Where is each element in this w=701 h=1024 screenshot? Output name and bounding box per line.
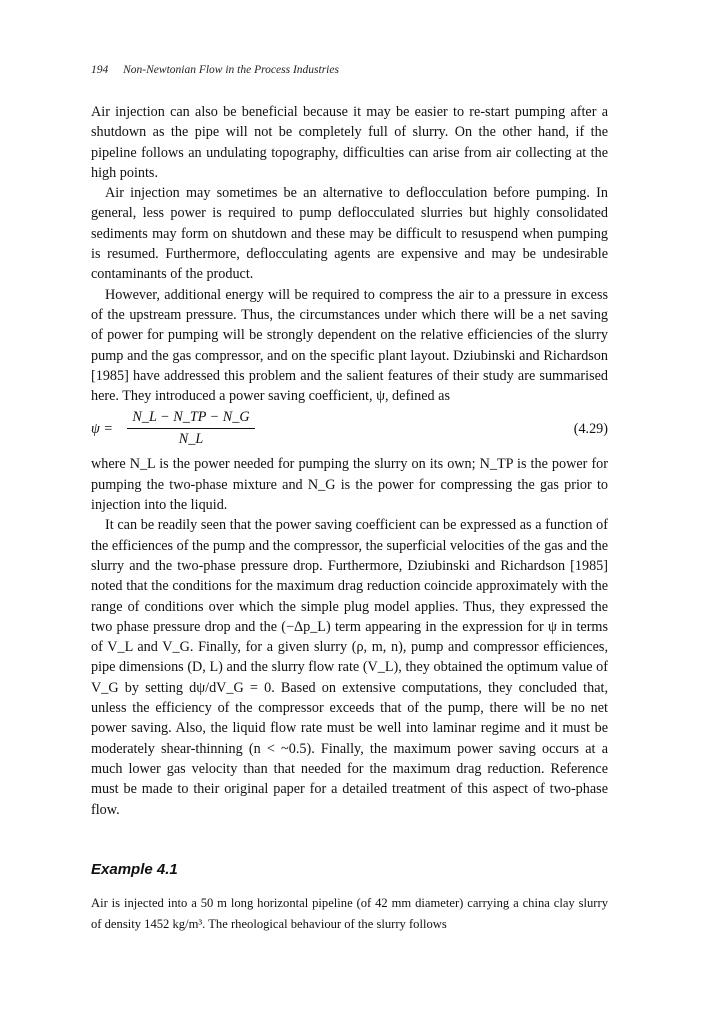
equation-lhs: ψ = <box>91 421 113 438</box>
example-text <box>91 893 608 935</box>
equation-4-29 <box>91 407 608 451</box>
example-paragraph: Air is injected into a 50 m long horizontal pipeline (of 42 mm diameter) carrying a china clay slurry of density 1452 kg/m³. The rheological behaviour of the slurry follows <box>91 896 608 931</box>
running-header <box>91 64 339 76</box>
body-text <box>91 102 608 820</box>
equation-numerator: N_L − N_TP − N_G <box>127 407 255 429</box>
equation-number: (4.29) <box>573 421 608 438</box>
equation-fraction <box>127 407 255 449</box>
equation-denominator: N_L <box>178 431 204 448</box>
running-title: Non-Newtonian Flow in the Process Industries <box>123 64 339 76</box>
paragraph: It can be readily seen that the power saving coefficient can be expressed as a function of the efficiences of the pump and the compressor, the superficial velocities of the gas and the slurry and the two-phase pressure drop. Furthermore, Dziubinski and Richardson [1985] noted that the conditions for the maximum drag reduction coincide approximately with the range of conditions over which the simple plug model applies. Thus, they expressed the two phase pressure drop and the (−Δp_L) term appearing in the expression for ψ in terms of V_L and V_G. Finally, for a given slurry (ρ, m, n), pump and compressor efficiences, pipe dimensions (D, L) and the slurry flow rate (V_L), they obtained the optimum value of V_G by setting dψ/dV_G = 0. Based on extensive computations, they concluded that, unless the efficiency of the compressor exceeds that of the pump, there will be no net power saving. Also, the liquid flow rate must be well into laminar regime and it must be moderately shear-thinning (n < ~0.5). Finally, the maximum power saving occurs at a much lower gas velocity than that needed for the maximum drag reduction. Reference must be made to their original paper for a detailed treatment of this aspect of two-phase flow. <box>91 517 608 818</box>
paragraph: Air injection may sometimes be an alternative to deflocculation before pumping. In general, less power is required to pump deflocculated slurries but highly consolidated sediments may form on shutdown and these may be difficult to resuspend when pumping is resumed. Furthermore, deflocculating agents are expensive and may be undesirable contaminants of the product. <box>91 185 608 283</box>
paragraph: However, additional energy will be required to compress the air to a pressure in excess of the upstream pressure. Thus, the circumstances under which there will be a net saving of power for pumping will be strongly dependent on the relative efficiencies of the slurry pump and the gas compressor, and on the specific plant layout. Dziubinski and Richardson [1985] have addressed this problem and the salient features of their study are summarised here. They introduced a power saving coefficient, ψ, defined as <box>91 286 608 405</box>
page-number: 194 <box>91 64 109 76</box>
paragraph: Air injection can also be beneficial because it may be easier to re-start pumping after a shutdown as the pipe will not be completely full of slurry. On the other hand, if the pipeline follows an undulating topography, difficulties can arise from air collecting at the high points. <box>91 104 608 181</box>
paragraph: where N_L is the power needed for pumping the slurry on its own; N_TP is the power for pumping the two-phase mixture and N_G is the power for compressing the gas prior to injection into the liquid. <box>91 456 608 514</box>
example-heading: Example 4.1 <box>91 861 178 878</box>
